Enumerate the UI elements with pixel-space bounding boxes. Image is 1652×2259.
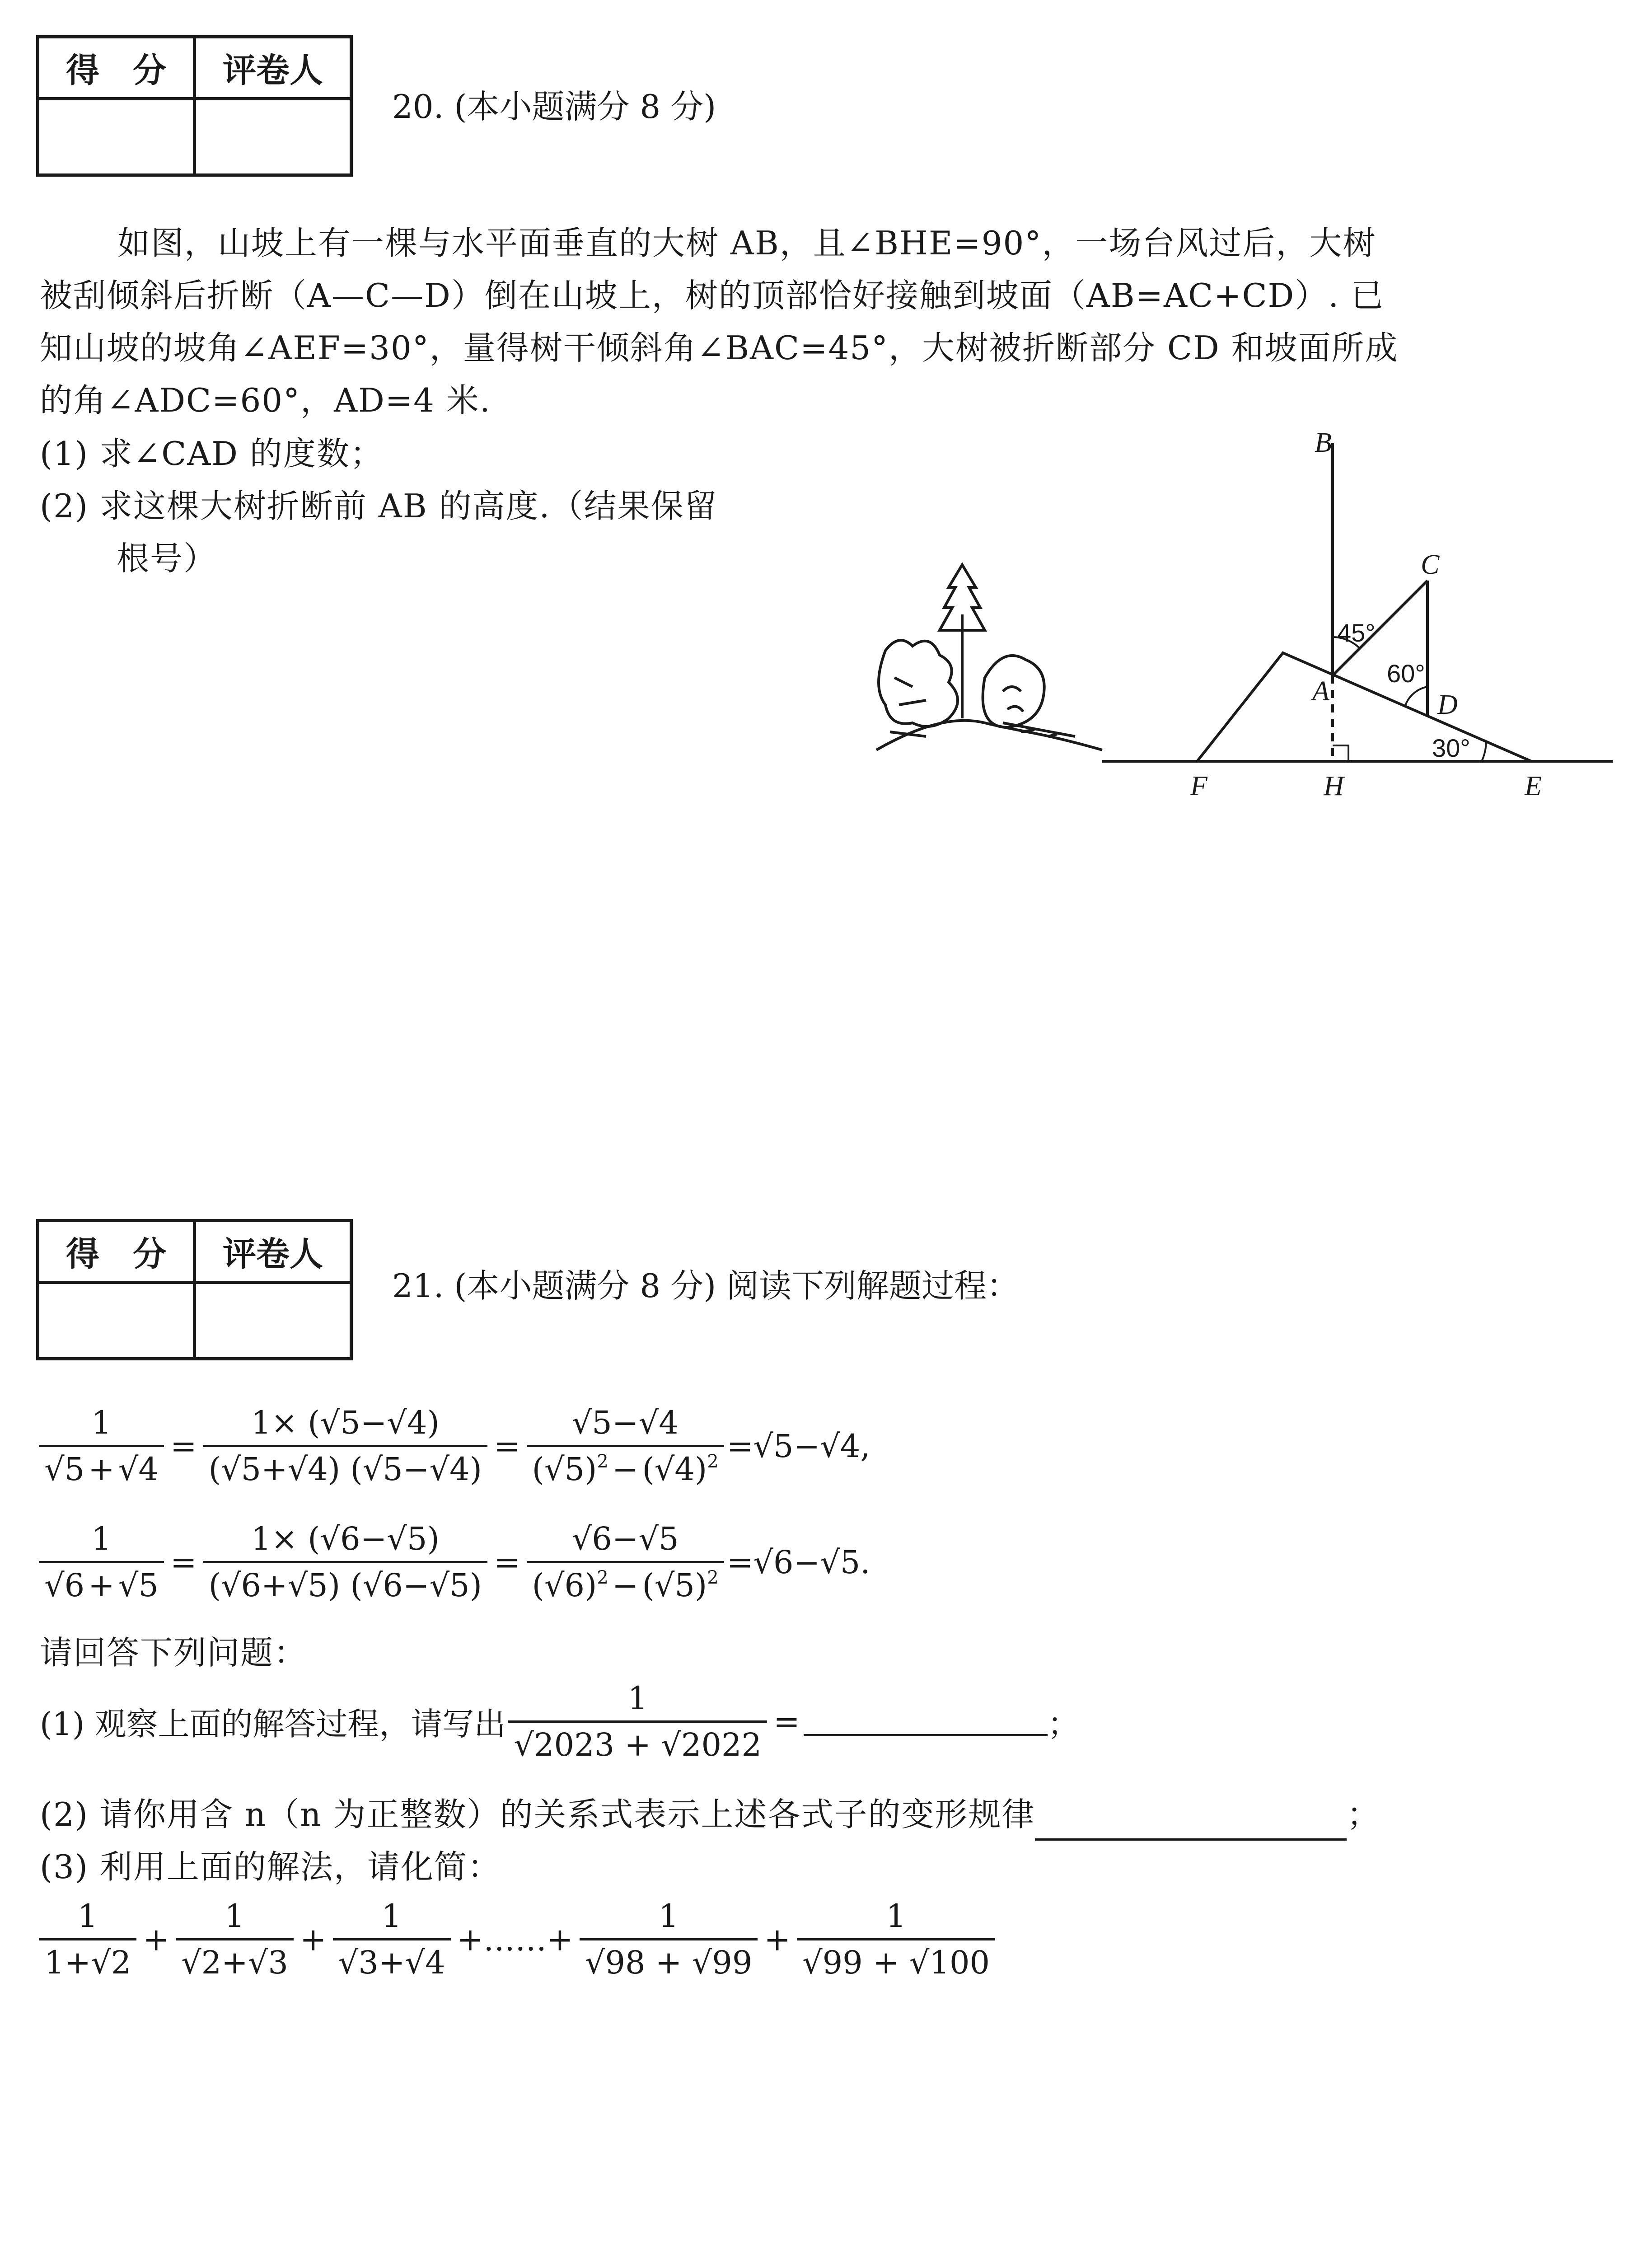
q21-sum-expression: $\frac{1}{1+√2}$ + $\frac{1}{√2+√3}$ + $\frac{1}{√3+√4}$ +……+ $\frac{1}{√98 + √99}$ + $\frac{1}{√99 + √100}$ — [36, 1898, 998, 1981]
ex1-frac2: $\frac{1\times (√5-√4)}{(√5+√4) (√5-√4)}$ — [203, 1404, 487, 1488]
grader-header: 评卷人 — [195, 1221, 351, 1283]
label-C: C — [1421, 549, 1440, 580]
q21-part1: (1) 观察上面的解答过程，请写出 $\frac{1}{√2023 + √2022}$ = ； — [40, 1680, 1079, 1763]
example-2: $\frac{1}{√6 + √5}$ = $\frac{1\times (√6-√5)}{(√6+√5) (√6-√5)}$ = $\frac{√6-√5}{(√6)^2 - (√5)^2}$ =√6−√5. — [36, 1520, 870, 1604]
q20-body-line4: 的角∠ADC=60°，AD=4 米. — [40, 381, 491, 419]
q21-title: 21. (本小题满分 8 分) 阅读下列解题过程： — [392, 1267, 1020, 1305]
sum-term-1: $\frac{1}{1+√2}$ — [39, 1898, 136, 1981]
sum-term-2: $\frac{1}{√2+√3}$ — [176, 1898, 294, 1981]
angle-30: 30° — [1432, 734, 1470, 762]
grader-cell[interactable] — [195, 1283, 351, 1359]
label-A: A — [1312, 676, 1329, 707]
ex2-frac2: $\frac{1\times (√6-√5)}{(√6+√5) (√6-√5)}$ — [203, 1520, 487, 1604]
angle-60: 60° — [1387, 659, 1425, 688]
label-E: E — [1525, 771, 1542, 801]
score-table-q21 — [36, 1219, 353, 1360]
q20-part2-cont: 根号） — [117, 539, 217, 577]
q20-body-line3: 知山坡的坡角∠AEF=30°，量得树干倾斜角∠BAC=45°，大树被折断部分 CD 和坡面所成 — [40, 329, 1399, 367]
ex1-result: =√5−√4, — [726, 1427, 870, 1465]
answer-blank-1[interactable] — [804, 1707, 1048, 1736]
q21-part2: (2) 请你用含 n（n 为正整数）的关系式表示上述各式子的变形规律 ； — [40, 1788, 1380, 1841]
sum-term-3: $\frac{1}{√3+√4}$ — [333, 1898, 451, 1981]
q20-part2: (2) 求这棵大树折断前 AB 的高度.（结果保留 — [40, 487, 718, 525]
score-cell[interactable] — [38, 99, 195, 175]
q20-title: 20. (本小题满分 8 分) — [392, 88, 716, 126]
q20-body-line1: 如图，山坡上有一棵与水平面垂直的大树 AB，且∠BHE=90°，一场台风过后，大树 — [117, 224, 1376, 262]
label-H: H — [1324, 771, 1344, 801]
label-B: B — [1315, 427, 1332, 458]
q20-body-line2: 被刮倾斜后折断（A—C—D）倒在山坡上，树的顶部恰好接触到坡面（AB=AC+CD）. 已 — [40, 277, 1385, 314]
sum-term-98: $\frac{1}{√98 + √99}$ — [580, 1898, 758, 1981]
score-header: 得 分 — [38, 37, 195, 99]
label-D: D — [1437, 689, 1458, 720]
p1-frac: $\frac{1}{√2023 + √2022}$ — [508, 1680, 767, 1763]
score-table-q20 — [36, 35, 353, 177]
grader-header: 评卷人 — [195, 37, 351, 99]
ex2-result: =√6−√5. — [726, 1543, 870, 1581]
score-cell[interactable] — [38, 1283, 195, 1359]
q20-figure — [867, 425, 1617, 804]
ex1-frac1: $\frac{1}{√5 + √4}$ — [39, 1404, 164, 1488]
q21-prompt: 请回答下列问题： — [40, 1634, 308, 1672]
example-1: $\frac{1}{√5 + √4}$ = $\frac{1\times (√5-√4)}{(√5+√4) (√5-√4)}$ = $\frac{√5-√4}{(√5)^2 - (√4)^2}$ =√5−√4, — [36, 1404, 870, 1488]
answer-blank-2[interactable] — [1035, 1802, 1347, 1841]
ex1-frac3: $\frac{√5-√4}{(√5)^2 - (√4)^2}$ — [527, 1404, 724, 1488]
q20-part1: (1) 求∠CAD 的度数； — [40, 435, 384, 473]
grader-cell[interactable] — [195, 99, 351, 175]
ex2-frac3: $\frac{√6-√5}{(√6)^2 - (√5)^2}$ — [527, 1520, 724, 1604]
angle-45: 45° — [1337, 619, 1376, 647]
q21-part3: (3) 利用上面的解法，请化简： — [40, 1848, 501, 1886]
tree-illustration-icon — [876, 565, 1102, 750]
sum-ellipsis: +……+ — [457, 1921, 573, 1958]
score-header: 得 分 — [38, 1221, 195, 1283]
sum-term-99: $\frac{1}{√99 + √100}$ — [797, 1898, 995, 1981]
label-F: F — [1190, 771, 1207, 801]
ex2-frac1: $\frac{1}{√6 + √5}$ — [39, 1520, 164, 1604]
